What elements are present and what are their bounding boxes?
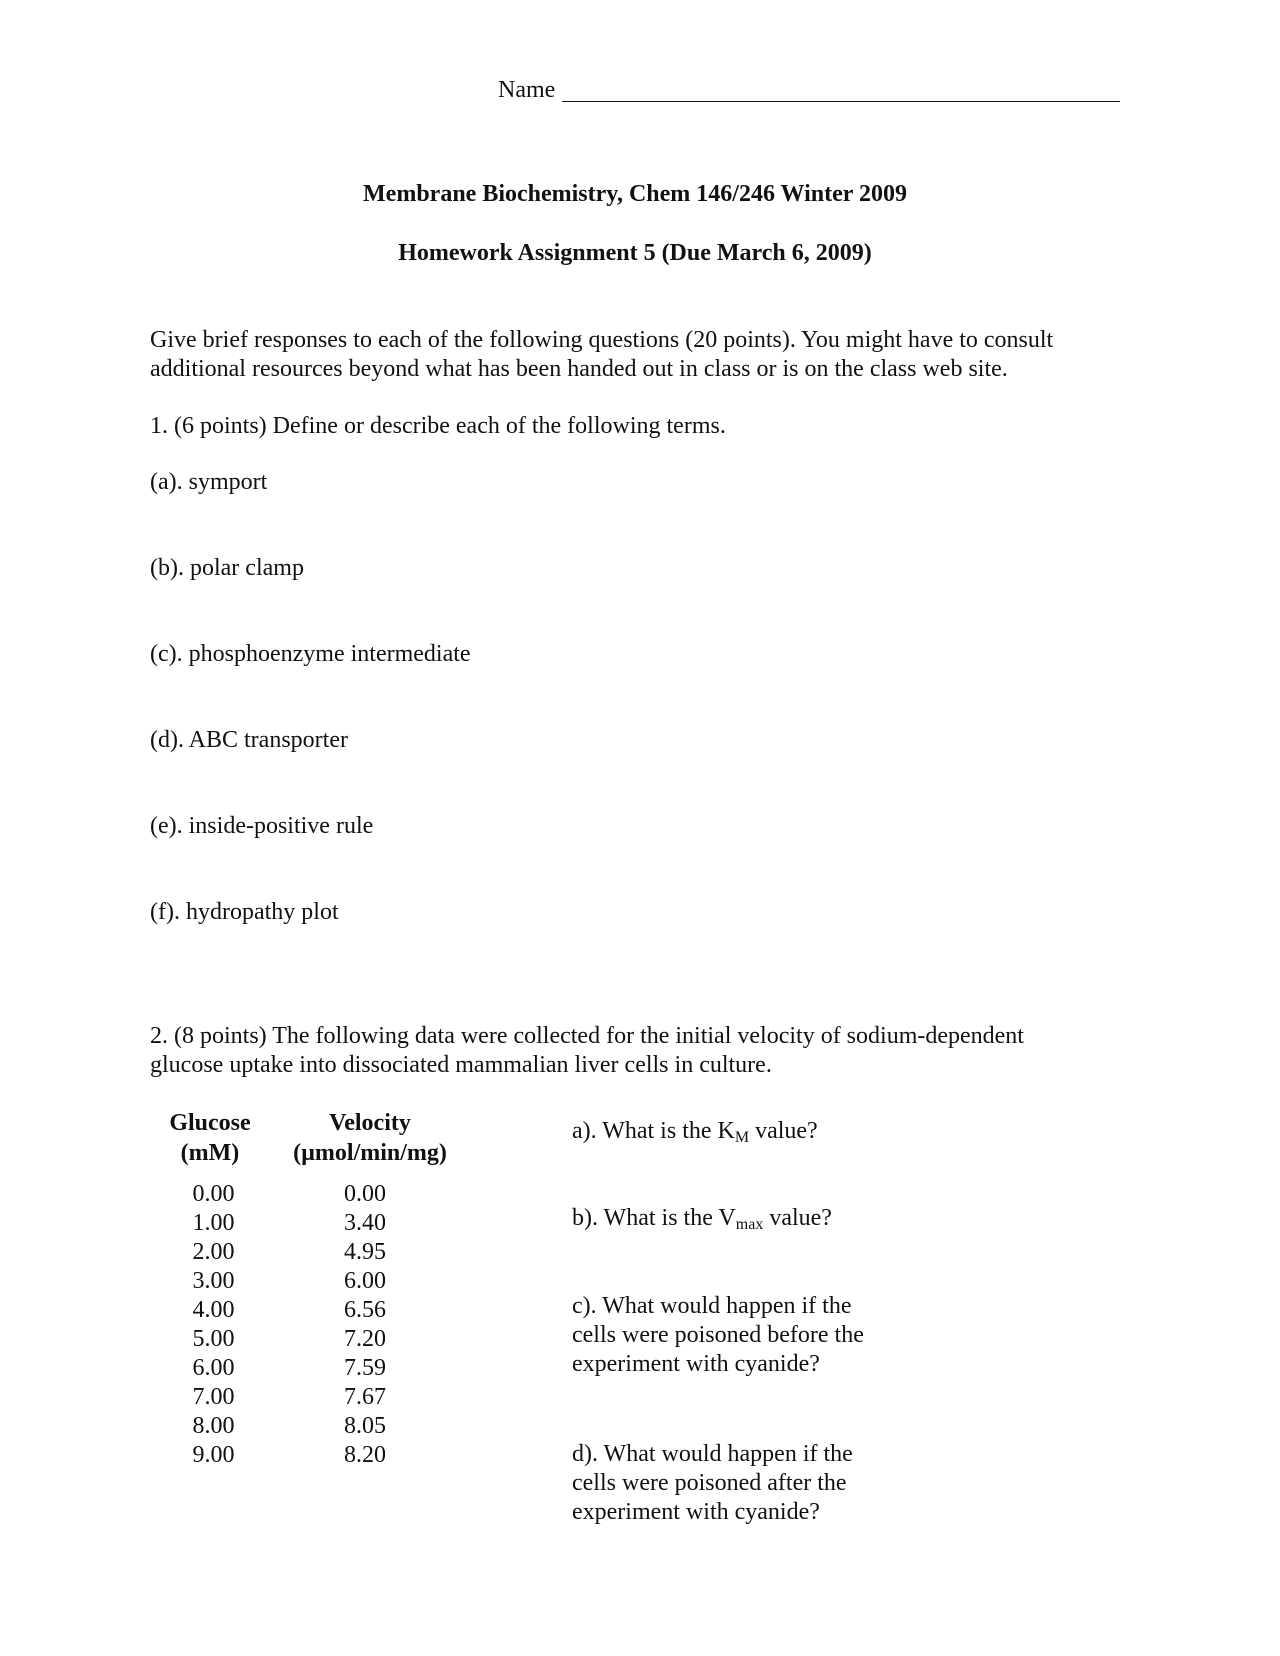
sub-question-text: value? [763,1205,832,1231]
question-2-line: 2. (8 points) The following data were collected for the initial velocity of sodium-dependent [150,1023,1024,1049]
velocity-cell: 7.59 [344,1355,386,1381]
sub-question-c [572,1292,864,1379]
term-b: (b). polar clamp [150,555,304,581]
velocity-column-header [280,1108,460,1168]
question-2-line: glucose uptake into dissociated mammalian liver cells in culture. [150,1052,772,1078]
velocity-cell: 6.00 [344,1268,386,1294]
instructions-line: additional resources beyond what has been handed out in class or is on the class web site. [150,356,1008,382]
sub-question-line: cells were poisoned before the [572,1322,864,1348]
name-label: Name [498,77,556,103]
glucose-cell: 9.00 [192,1442,235,1468]
sub-question-text: value? [749,1118,818,1144]
subscript: M [734,1129,750,1146]
velocity-cell: 6.56 [344,1297,386,1323]
term-f: (f). hydropathy plot [150,899,339,925]
course-title: Membrane Biochemistry, Chem 146/246 Winter 2009 [363,181,907,207]
velocity-cell: 3.40 [344,1210,386,1236]
glucose-cell: 1.00 [192,1210,235,1236]
glucose-cell: 0.00 [192,1181,235,1207]
glucose-cell: 8.00 [192,1413,235,1439]
assignment-title: Homework Assignment 5 (Due March 6, 2009) [398,240,872,266]
glucose-cell: 3.00 [192,1268,235,1294]
term-d: (d). ABC transporter [150,727,348,753]
velocity-cell: 7.67 [344,1384,386,1410]
header-line: (µmol/min/mg) [293,1140,447,1166]
sub-question-line: d). What would happen if the [572,1441,853,1467]
sub-question-line: c). What would happen if the [572,1293,852,1319]
header-line: Glucose [169,1110,251,1136]
subscript: max [735,1216,764,1233]
velocity-column [300,1180,430,1470]
velocity-cell: 4.95 [344,1239,386,1265]
instructions [150,326,1053,384]
sub-question-b [572,1204,832,1233]
instructions-line: Give brief responses to each of the following questions (20 points). You might have to consult [150,327,1054,353]
term-e: (e). inside-positive rule [150,813,374,839]
glucose-column [150,1180,277,1470]
glucose-column-header [150,1108,270,1168]
sub-question-line: experiment with cyanide? [572,1351,820,1377]
sub-question-text: b). What is the V [572,1205,736,1231]
glucose-cell: 2.00 [192,1239,235,1265]
sub-question-line: cells were poisoned after the [572,1470,847,1496]
glucose-cell: 6.00 [192,1355,235,1381]
sub-question-a [572,1117,818,1146]
term-c: (c). phosphoenzyme intermediate [150,641,471,667]
sub-question-text: a). What is the K [572,1118,735,1144]
name-blank-line[interactable] [562,101,1120,102]
velocity-cell: 0.00 [344,1181,386,1207]
sub-question-d [572,1440,853,1527]
velocity-cell: 7.20 [344,1326,386,1352]
velocity-cell: 8.05 [344,1413,386,1439]
header-line: Velocity [329,1110,411,1136]
question-1-prompt: 1. (6 points) Define or describe each of the following terms. [150,413,726,439]
glucose-cell: 5.00 [192,1326,235,1352]
question-2-prompt [150,1022,1024,1080]
glucose-cell: 4.00 [192,1297,235,1323]
sub-question-line: experiment with cyanide? [572,1499,820,1525]
term-a: (a). symport [150,469,268,495]
velocity-cell: 8.20 [344,1442,386,1468]
header-line: (mM) [180,1140,240,1166]
glucose-cell: 7.00 [192,1384,235,1410]
